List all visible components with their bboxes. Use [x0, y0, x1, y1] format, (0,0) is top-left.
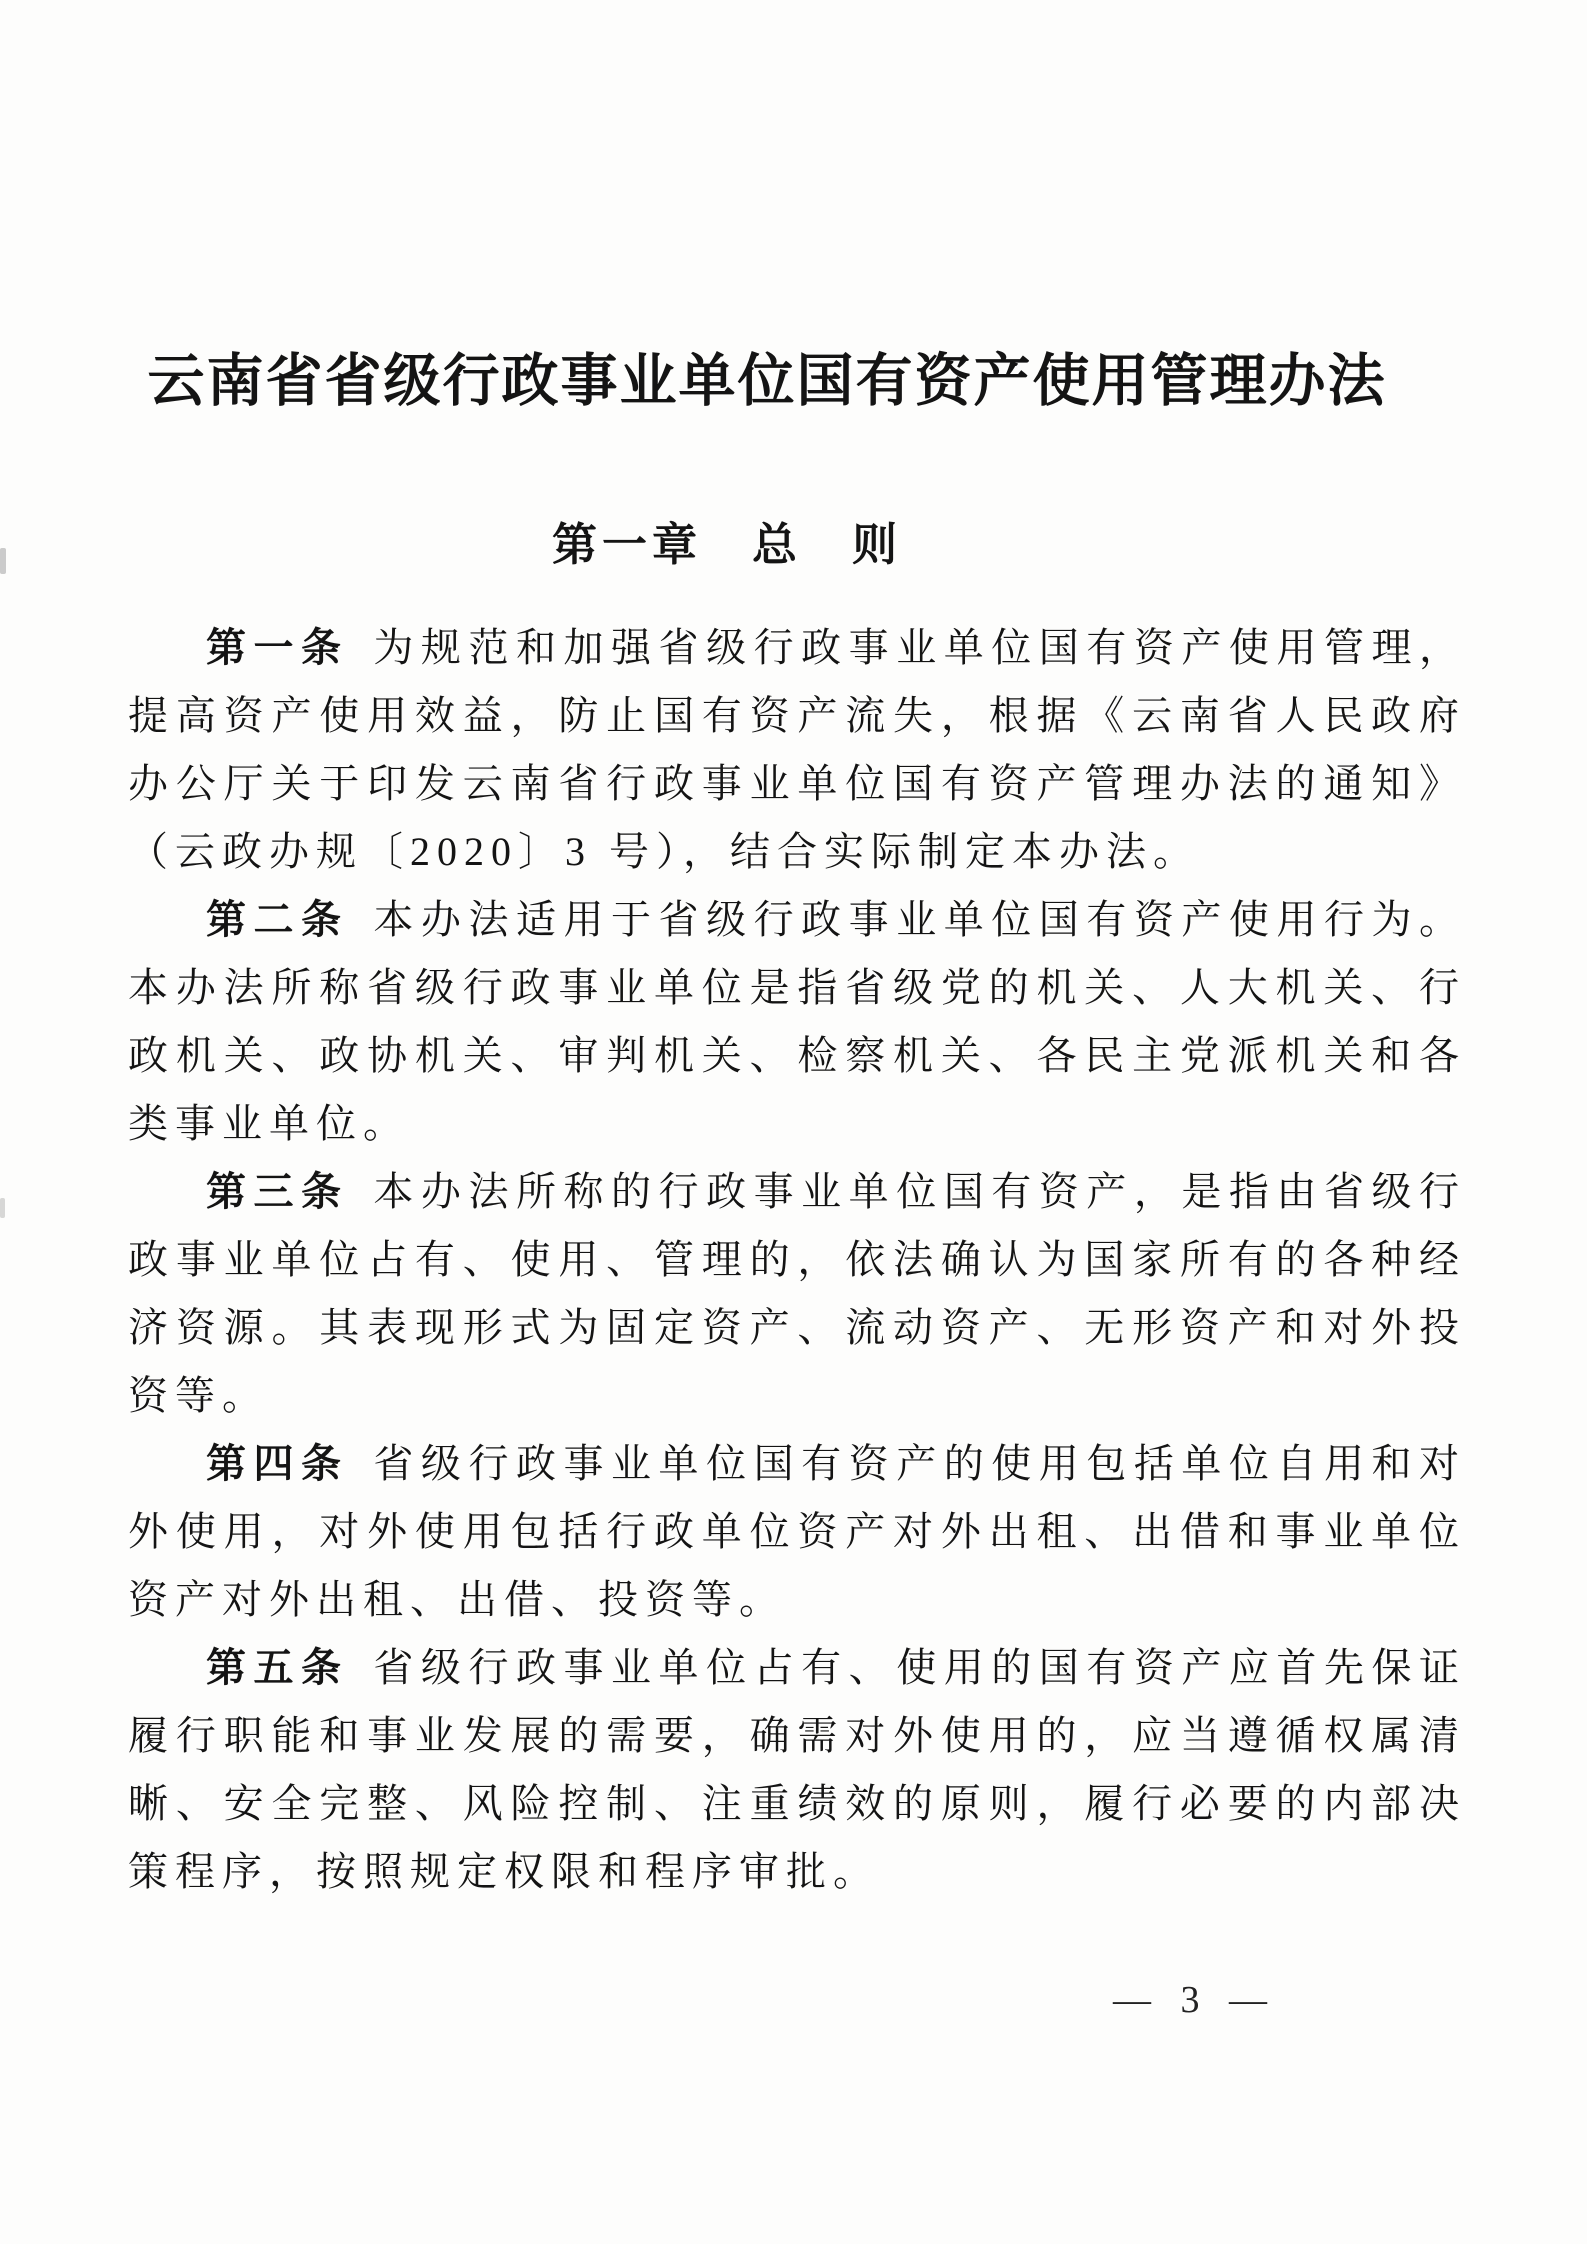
- article-paragraph-1: [128, 614, 1466, 886]
- article-paragraph-4: [128, 1430, 1466, 1634]
- article-text: 为规范和加强省级行政事业单位国有资产使用管理，提高资产使用效益，防止国有资产流失，根据《云南省人民政府办公厅关于印发云南省行政事业单位国有资产管理办法的通知》（云政办规〔2020〕3 号），结合实际制定本办法。: [128, 625, 1467, 874]
- document-content: [128, 0, 1466, 1906]
- article-paragraph-5: [128, 1634, 1466, 1906]
- scan-artifact-mark: [0, 1198, 5, 1218]
- page-number: — 3 —: [1113, 1979, 1277, 2021]
- article-paragraph-3: [128, 1158, 1466, 1430]
- article-number: 第一条: [206, 625, 349, 670]
- scan-artifact-mark: [0, 548, 6, 574]
- article-number: 第二条: [206, 897, 349, 942]
- document-body: [128, 614, 1466, 1906]
- document-title: 云南省省级行政事业单位国有资产使用管理办法: [147, 350, 1387, 413]
- article-number: 第三条: [206, 1169, 349, 1214]
- article-number: 第五条: [206, 1645, 349, 1690]
- article-number: 第四条: [206, 1441, 349, 1486]
- article-text: 省级行政事业单位占有、使用的国有资产应首先保证履行职能和事业发展的需要，确需对外使用的，应当遵循权属清晰、安全完整、风险控制、注重绩效的原则，履行必要的内部决策程序，按照规定权限和程序审批。: [128, 1645, 1467, 1894]
- chapter-heading: 第一章 总 则: [551, 520, 902, 570]
- article-paragraph-2: [128, 886, 1466, 1158]
- article-text: 本办法所称的行政事业单位国有资产，是指由省级行政事业单位占有、使用、管理的，依法确认为国家所有的各种经济资源。其表现形式为固定资产、流动资产、无形资产和对外投资等。: [128, 1169, 1467, 1418]
- article-text: 本办法适用于省级行政事业单位国有资产使用行为。本办法所称省级行政事业单位是指省级党的机关、人大机关、行政机关、政协机关、审判机关、检察机关、各民主党派机关和各类事业单位。: [128, 897, 1467, 1146]
- article-text: 省级行政事业单位国有资产的使用包括单位自用和对外使用，对外使用包括行政单位资产对外出租、出借和事业单位资产对外出租、出借、投资等。: [128, 1441, 1467, 1622]
